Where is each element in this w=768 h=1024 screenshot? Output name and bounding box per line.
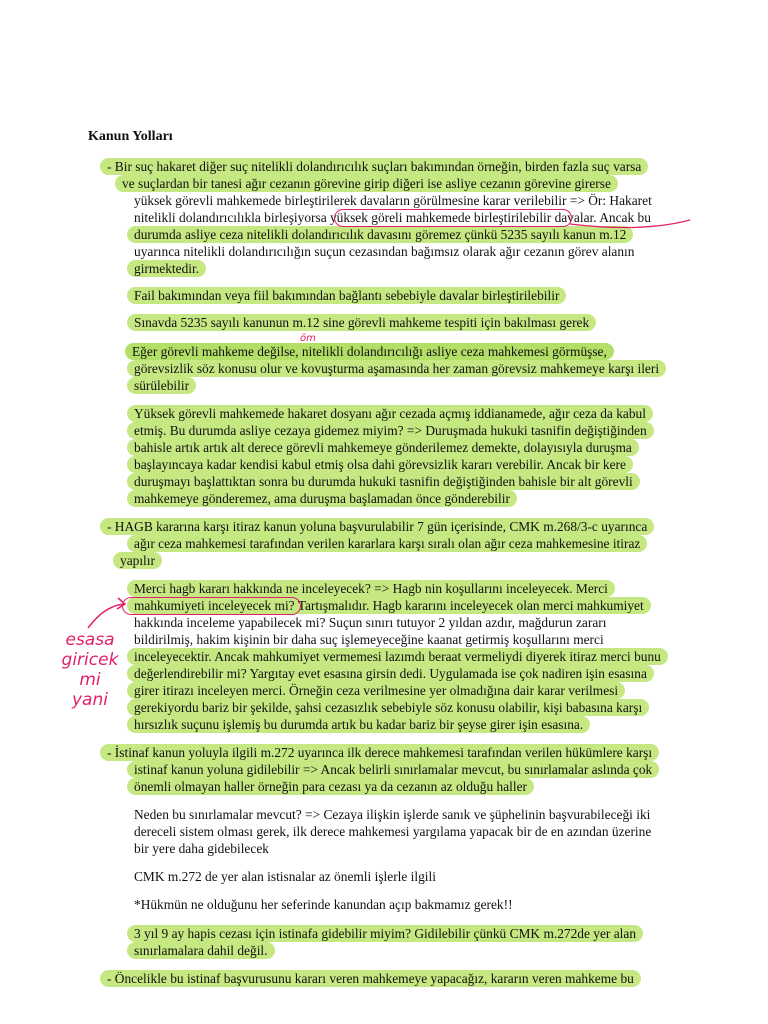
text-line: mahkumiyeti inceleyecek mi? Tartışmalıdır. Hagb kararını inceleyecek olan merci mahkumiyet <box>127 597 651 614</box>
text-line: - Bir suç hakaret diğer suç nitelikli dolandırıcılık suçları bakımından örneğin, birden fazla suç varsa <box>100 158 648 175</box>
text-line: nitelikli dolandırıcılıkla birleşiyorsa yüksek göreli mahkemede birleştirilebilir davalar. Ancak bu <box>134 210 651 225</box>
text-line: dereceli sistem olması gerek, ilk derece mahkemesi yargılama yapacak bir de en azından üzerine <box>134 824 652 839</box>
text-line: sınırlamalara dahil değil. <box>127 942 275 959</box>
text-line: yapılır <box>113 552 162 569</box>
text-line: girmektedir. <box>127 260 206 277</box>
text-line: Yüksek görevli mahkemede hakaret dosyanı ağır cezada açmış iddianamede, ağır ceza da kabul <box>127 405 653 422</box>
text-line: Sınavda 5235 sayılı kanunun m.12 sine görevli mahkeme tespiti için bakılması gerek <box>127 314 596 331</box>
text-line: gerekiyordu bariz bir şekilde, şahsi cezasızlık sebebiyle söz konusu olabilir, kişi babasına karşı <box>127 699 649 716</box>
text-line: CMK m.272 de yer alan istisnalar az önemli işlerle ilgili <box>134 869 436 884</box>
text-line: - İstinaf kanun yoluyla ilgili m.272 uyarınca ilk derece mahkemesi tarafından verilen hükümlere karşı <box>100 744 659 761</box>
text-line: - Öncelikle bu istinaf başvurusunu kararı veren mahkemeye yapacağız, kararın veren mahkeme bu <box>100 970 641 987</box>
page-title: Kanun Yolları <box>88 129 173 144</box>
text-line: hakkında inceleme yapabilecek mi? Suçun sınırı tutuyor 2 yıldan azdır, mağdurun zararı <box>134 615 607 630</box>
text-line: duruşmayı başlattıktan sonra bu durumda hukuki tasnifin değiştiğinden bahisle bir alt görevli <box>127 473 640 490</box>
text-line: bildirilmiş, hakim kişinin bir daha suç işlemeyeceğine kaanat getirmiş koşullarını merci <box>134 632 604 647</box>
text-line: Merci hagb kararı hakkında ne inceleyecek? => Hagb nin koşullarını inceleyecek. Merci <box>127 580 615 597</box>
text-line: değerlendirebilir mi? Yargıtay evet esasına girsin dedi. Uygulamada ise çok nadiren işin esasına <box>127 665 654 682</box>
text-line: hırsızlık suçunu işlemiş bu durumda artık bu kadar bariz bir şeyse girer işin esasına. <box>127 716 590 733</box>
text-line: durumda asliye ceza nitelikli dolandırıcılık davasını göremez çünkü 5235 sayılı kanun m.12 <box>127 226 633 243</box>
text-line: uyarınca nitelikli dolandırıcılığın suçun cezasından bağımsız olarak ağır cezanın görev alanın <box>134 244 635 259</box>
text-line: *Hükmün ne olduğunu her seferinde kanundan açıp bakmamız gerek!! <box>134 897 513 912</box>
text-line: başlayıncaya kadar kendisi kabul etmiş olsa dahi görevsizlik kararı verebilir. Ancak bir kere <box>127 456 633 473</box>
text-line: bahisle artık artık alt derece görevli mahkemeye gönderilemez demekte, dolayısıyla duruşma <box>127 439 639 456</box>
text-line: Fail bakımından veya fiil bakımından bağlantı sebebiyle davalar birleştirilebilir <box>127 287 566 304</box>
text-line: - HAGB kararına karşı itiraz kanun yoluna başvurulabilir 7 gün içerisinde, CMK m.268/3-c uyarınca <box>100 518 654 535</box>
text-line: görevsizlik söz konusu olur ve kovuşturma aşamasında her zaman görevsiz mahkemeye karşı ileri <box>127 360 666 377</box>
text-line: ağır ceza mahkemesi tarafından verilen kararlara karşı sıralı olan ağır ceza mahkemesine itiraz <box>127 535 647 552</box>
text-line: yüksek görevli mahkemede birleştirilerek davaların görülmesine karar verilebilir => Ör: Hakaret <box>134 193 652 208</box>
text-line: mahkemeye gönderemez, ama duruşma başlamadan önce gönderebilir <box>127 490 517 507</box>
text-line: sürülebilir <box>127 377 196 394</box>
text-line: girer itirazı inceleyen merci. Örneğin ceza verilmesine yer olmadığına dair karar verilmesi <box>127 682 625 699</box>
text-line: istinaf kanun yoluna gidilebilir => Ancak belirli sınırlamalar mevcut, bu sınırlamalar aslında çok <box>127 761 659 778</box>
text-line: ve suçlardan bir tanesi ağır cezanın görevine girip diğeri ise asliye cezanın görevine girerse <box>115 175 618 192</box>
superscript-note: öm <box>300 333 316 344</box>
text-line: Eğer görevli mahkeme değilse, nitelikli dolandırıcılığı asliye ceza mahkemesi görmüşse, <box>125 343 614 360</box>
text-line: Neden bu sınırlamalar mevcut? => Cezaya ilişkin işlerde sanık ve şüphelinin başvurabileceği iki <box>134 807 651 822</box>
text-line: inceleyecektir. Ancak mahkumiyet vermemesi lazımdı beraat vermeliydi diyerek itiraz merci bunu <box>127 648 668 665</box>
text-line: bir yere daha gidebilecek <box>134 841 269 856</box>
text-line: 3 yıl 9 ay hapis cezası için istinafa gidebilir miyim? Gidilebilir çünkü CMK m.272de yer alan <box>127 925 643 942</box>
margin-note: esasa giricek mi yani <box>61 630 119 710</box>
text-line: önemli olmayan haller örneğin para cezası ya da cezanın az olduğu haller <box>127 778 534 795</box>
text-line: etmiş. Bu durumda asliye cezaya gidemez miyim? => Duruşmada hukuki tasnifin değiştiğinden <box>127 422 654 439</box>
